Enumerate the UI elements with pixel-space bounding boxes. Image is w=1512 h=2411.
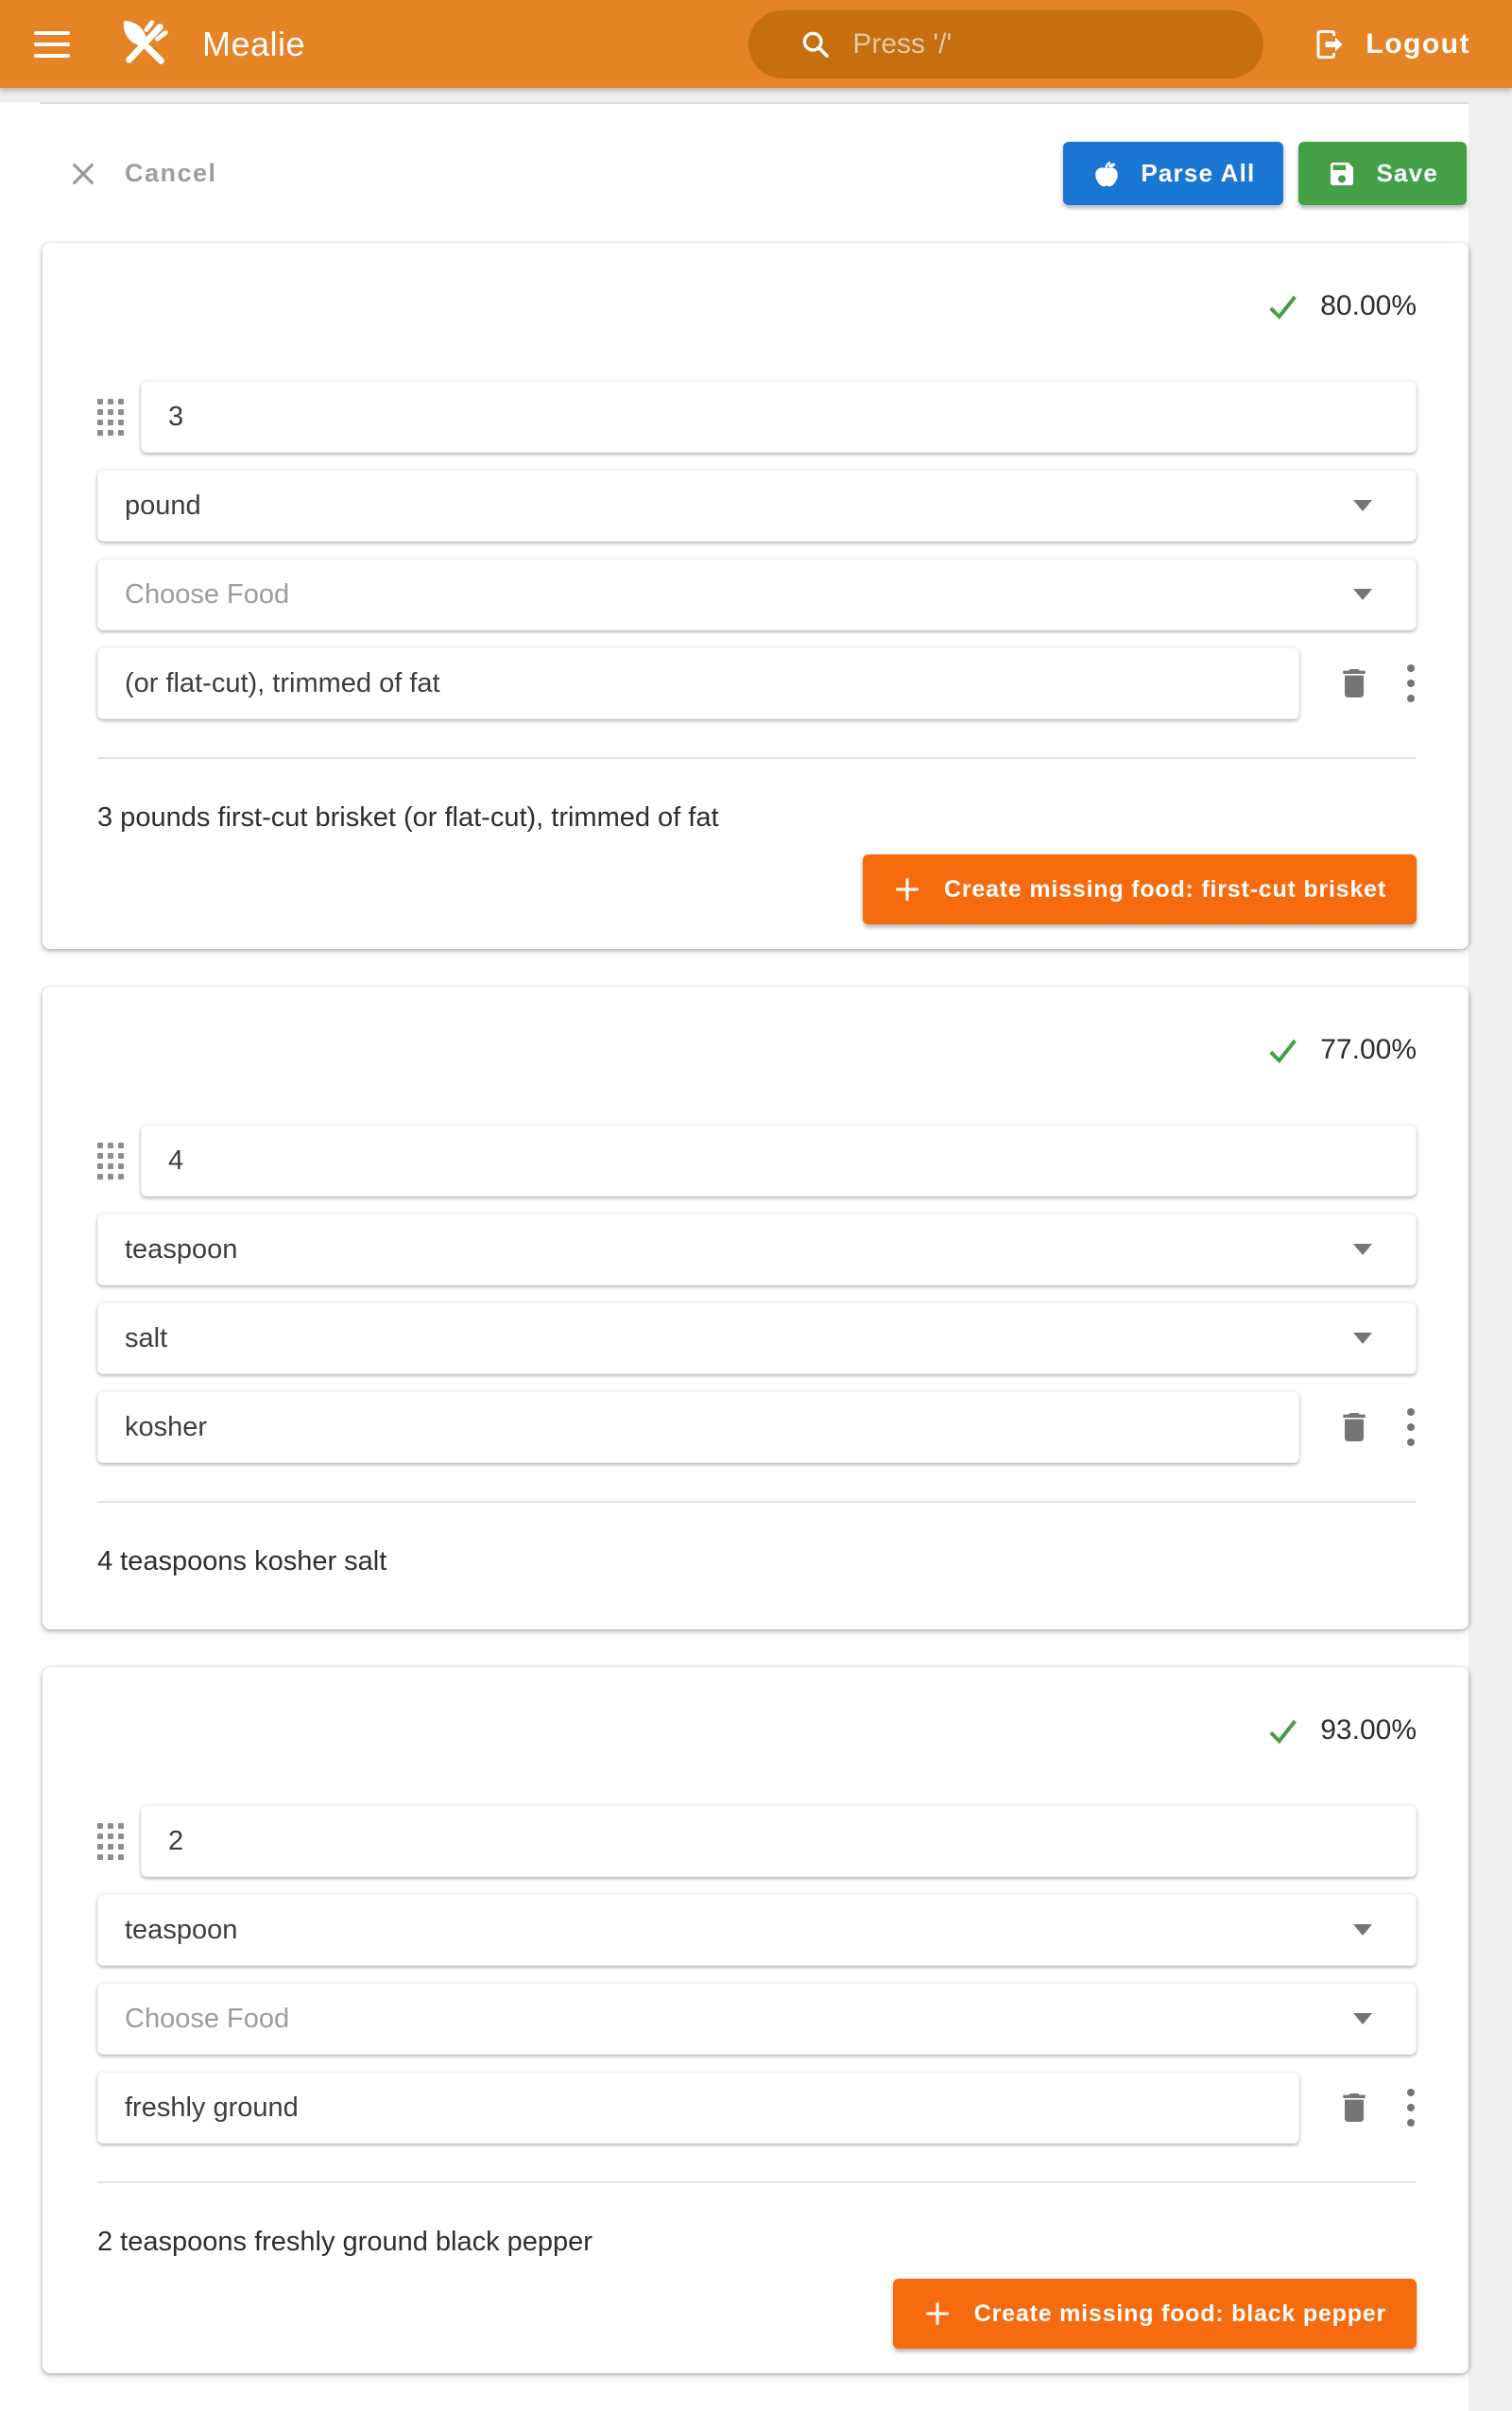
parse-all-label: Parse All: [1141, 159, 1256, 187]
original-ingredient-text: 4 teaspoons kosher salt: [97, 1546, 387, 1576]
check-icon: [1263, 1031, 1301, 1069]
parse-all-button[interactable]: [1063, 142, 1283, 205]
note-row: [97, 1391, 1417, 1463]
confidence-row: [97, 1032, 1417, 1068]
food-placeholder: Choose Food: [125, 2003, 290, 2034]
editor-toolbar: [0, 104, 1469, 205]
quantity-input[interactable]: [141, 1125, 1417, 1197]
app-bar: [0, 0, 1512, 88]
logout-button[interactable]: [1313, 27, 1470, 61]
note-row: [97, 647, 1417, 719]
quantity-row: [97, 1805, 1417, 1877]
ingredient-card: [43, 243, 1469, 949]
unit-select[interactable]: [97, 470, 1417, 542]
check-icon: [1263, 287, 1301, 325]
save-icon: [1327, 159, 1357, 189]
drag-handle[interactable]: [97, 1143, 124, 1180]
trash-icon: [1335, 2089, 1373, 2127]
search-input[interactable]: [852, 28, 1235, 60]
food-select[interactable]: [97, 1302, 1417, 1374]
card-divider: [97, 2181, 1417, 2183]
caret-down-icon: [1353, 589, 1372, 600]
food-placeholder: Choose Food: [125, 578, 290, 610]
food-select[interactable]: [97, 1983, 1417, 2055]
more-options-button[interactable]: [1405, 1406, 1417, 1448]
save-label: Save: [1376, 159, 1438, 187]
check-icon: [1263, 1712, 1301, 1749]
caret-down-icon: [1353, 1924, 1372, 1936]
content-sheet: [0, 102, 1469, 2411]
unit-value: teaspoon: [125, 1914, 238, 1945]
menu-icon[interactable]: [34, 31, 77, 58]
kebab-menu-icon: [1405, 2087, 1417, 2128]
quantity-row: [97, 381, 1417, 453]
unit-value: pound: [125, 490, 201, 521]
delete-ingredient-button[interactable]: [1335, 2089, 1373, 2127]
create-missing-food-label: Create missing food: first-cut brisket: [944, 875, 1386, 903]
search-icon: [799, 28, 832, 60]
close-icon: [68, 159, 98, 189]
note-input[interactable]: [97, 1391, 1299, 1463]
create-missing-food-label: Create missing food: black pepper: [973, 2299, 1386, 2327]
delete-ingredient-button[interactable]: [1335, 1408, 1373, 1446]
mealie-logo-icon: [115, 15, 174, 74]
original-ingredient-text: 2 teaspoons freshly ground black pepper: [97, 2227, 593, 2257]
caret-down-icon: [1353, 500, 1372, 511]
caret-down-icon: [1353, 1244, 1372, 1255]
confidence-row: [97, 1713, 1417, 1748]
caret-down-icon: [1353, 2013, 1372, 2024]
cancel-label: Cancel: [125, 159, 217, 187]
confidence-value: 93.00%: [1320, 1714, 1417, 1746]
original-ingredient-text: 3 pounds first-cut brisket (or flat-cut), trimmed of fat: [97, 802, 719, 833]
cancel-button[interactable]: [40, 159, 217, 189]
more-options-button[interactable]: [1405, 663, 1417, 704]
search-bar[interactable]: [748, 10, 1263, 78]
note-input[interactable]: [97, 647, 1299, 719]
apple-icon: [1091, 159, 1122, 189]
delete-ingredient-button[interactable]: [1335, 664, 1373, 702]
more-options-button[interactable]: [1405, 2087, 1417, 2128]
ingredient-card: [43, 1667, 1469, 2373]
kebab-menu-icon: [1405, 1406, 1417, 1448]
trash-icon: [1335, 1408, 1373, 1446]
trash-icon: [1335, 664, 1373, 702]
confidence-row: [97, 288, 1417, 324]
logout-icon: [1313, 27, 1347, 61]
save-button[interactable]: [1298, 142, 1467, 205]
quantity-input[interactable]: [141, 1805, 1417, 1877]
food-value: salt: [125, 1322, 168, 1353]
card-divider: [97, 757, 1417, 759]
ingredient-card: [43, 987, 1469, 1629]
plus-icon: [923, 2299, 952, 2328]
unit-select[interactable]: [97, 1894, 1417, 1966]
drag-handle[interactable]: [97, 1823, 124, 1860]
quantity-input[interactable]: [141, 381, 1417, 453]
create-missing-food-button[interactable]: [893, 2279, 1417, 2349]
create-missing-food-button[interactable]: [863, 854, 1417, 924]
drag-handle[interactable]: [97, 399, 124, 436]
unit-select[interactable]: [97, 1214, 1417, 1285]
caret-down-icon: [1353, 1333, 1372, 1344]
confidence-value: 77.00%: [1320, 1034, 1417, 1065]
unit-value: teaspoon: [125, 1233, 238, 1265]
logout-label: Logout: [1366, 27, 1470, 60]
kebab-menu-icon: [1405, 663, 1417, 704]
note-row: [97, 2072, 1417, 2144]
food-select[interactable]: [97, 559, 1417, 630]
app-title: Mealie: [202, 24, 306, 63]
confidence-value: 80.00%: [1320, 290, 1417, 321]
card-divider: [97, 1501, 1417, 1503]
quantity-row: [97, 1125, 1417, 1197]
plus-icon: [893, 875, 921, 904]
note-input[interactable]: [97, 2072, 1299, 2144]
